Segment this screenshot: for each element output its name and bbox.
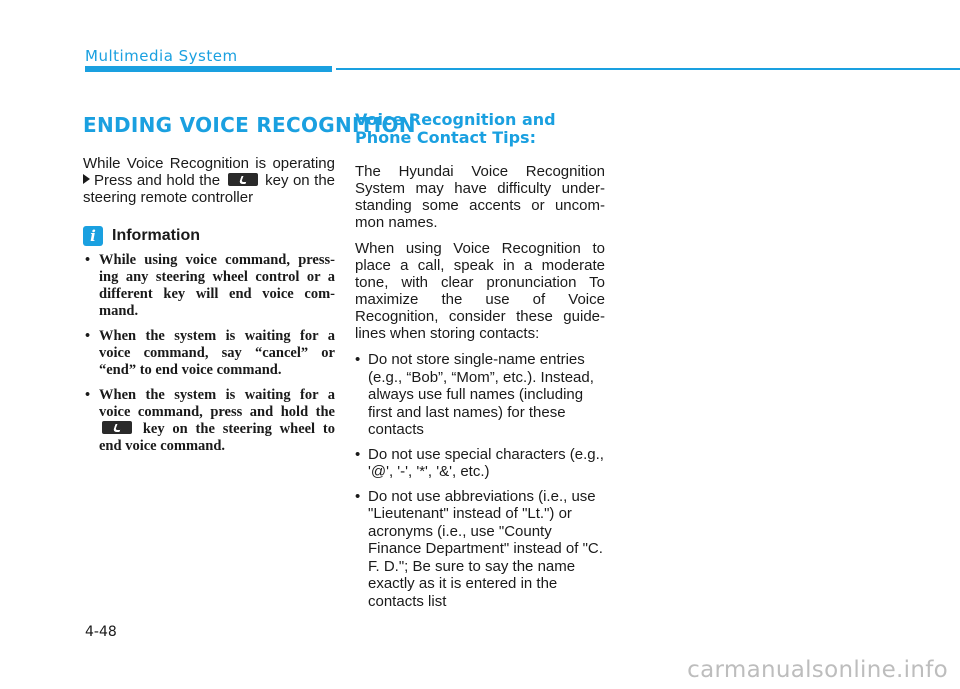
- intro-paragraph: [83, 155, 335, 206]
- phone-contact-tips-heading: Voice Recognition and Phone Contact Tips:: [355, 110, 556, 147]
- header-title: Multimedia System: [85, 47, 238, 65]
- header-bar-thick: [85, 66, 332, 72]
- header-bar-thin: [336, 68, 960, 70]
- list-item: • When the system is waiting for a voice command, say “cancel” or “end” to end voice command.: [83, 328, 335, 379]
- page-number: 4-48: [85, 624, 117, 640]
- ending-voice-recognition-heading: ENDING VOICE RECOGNITION: [83, 113, 416, 137]
- intro-line-2-pre: Press and hold the: [94, 172, 221, 189]
- voice-recognition-key-icon: [102, 421, 132, 434]
- left-column: [83, 113, 416, 463]
- intro-line-3: steering remote controller: [83, 189, 254, 206]
- tips-paragraph-1: The Hyundai Voice Recognition System may have difficulty under-standing some accents or uncom-mon names.: [355, 163, 605, 231]
- list-item: [83, 387, 335, 455]
- intro-line-2-post: key on the: [265, 172, 336, 189]
- list-item: • While using voice command, press-ing any steering wheel control or a different key will end voice com-mand.: [83, 252, 335, 320]
- list-item: • Do not use abbreviations (i.e., use "Lieutenant" instead of "Lt.") or acronyms (i.e., use "County Finance Department" instead of "C. F. D."; Be sure to say the name exactly as it is entered in the contacts list: [355, 488, 605, 611]
- tips-paragraph-2: When using Voice Recognition to place a call, speak in a moderate tone, with clear pronunciation To maximize the use of Voice Recognition, consider these guide-lines when storing contacts:: [355, 240, 605, 342]
- play-arrow-icon: [83, 174, 90, 184]
- info-item-3-post: key on the steering wheel to end voice command.: [99, 421, 335, 454]
- voice-recognition-key-icon: [228, 173, 258, 186]
- tips-list: [355, 351, 605, 610]
- information-list: [83, 252, 335, 455]
- right-column: [355, 111, 605, 617]
- information-label: Information: [112, 227, 200, 244]
- list-item: • Do not use special characters (e.g., '@', '-', '*', '&', etc.): [355, 446, 605, 481]
- info-item-3-pre: When the system is waiting for a voice command, press and hold the: [99, 387, 335, 420]
- list-item: • Do not store single-name entries (e.g., “Bob”, “Mom”, etc.). Instead, always use full names (including first and last names) for these contacts: [355, 351, 605, 439]
- watermark: carmanualsonline.info: [687, 657, 948, 683]
- info-icon: i: [83, 226, 103, 246]
- intro-line-1: While Voice Recognition is operating: [83, 155, 335, 172]
- intro-line-2: [83, 172, 335, 189]
- information-header: [83, 226, 335, 246]
